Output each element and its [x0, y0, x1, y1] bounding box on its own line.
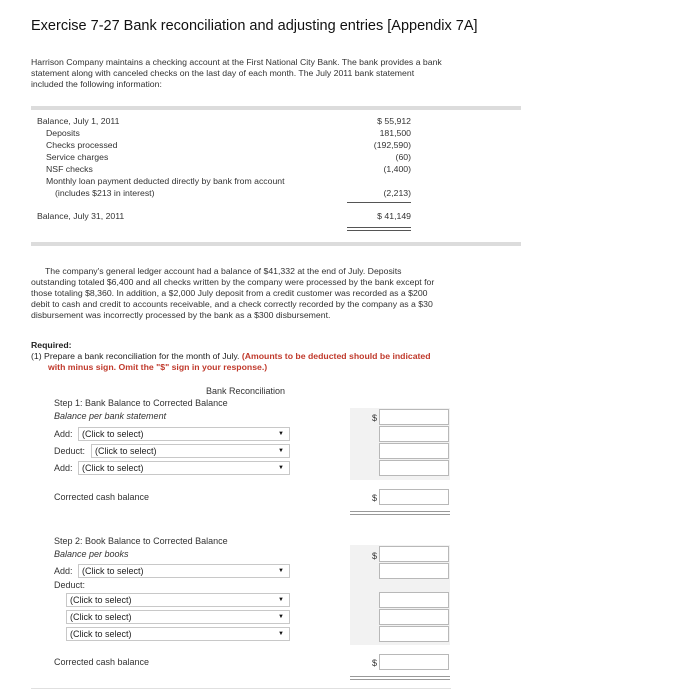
chevron-down-icon: ▼ — [278, 448, 284, 454]
dollar-sign: $ — [372, 493, 378, 503]
book-balance-input[interactable] — [379, 546, 449, 562]
chevron-down-icon: ▼ — [278, 631, 284, 637]
statement-label: NSF checks — [46, 164, 93, 174]
bank-add-amount-input[interactable] — [379, 426, 449, 442]
required-heading: Required: — [31, 340, 72, 350]
chevron-down-icon: ▼ — [278, 597, 284, 603]
bank-balance-input[interactable] — [379, 409, 449, 425]
book-deduct-select-3[interactable]: (Click to select) ▼ — [66, 627, 290, 641]
add-label: Add: — [54, 463, 73, 473]
statement-label: Service charges — [46, 152, 109, 162]
statement-label: Deposits — [46, 128, 80, 138]
bank-add-select-2[interactable]: (Click to select) ▼ — [78, 461, 290, 475]
book-deduct-select-2[interactable]: (Click to select) ▼ — [66, 610, 290, 624]
deduct-label: Deduct: — [54, 446, 86, 456]
statement-label: Monthly loan payment deducted directly by bank from account — [46, 176, 285, 186]
statement-value: (192,590) — [373, 140, 411, 150]
dollar-sign: $ — [372, 413, 378, 423]
total-rule — [350, 676, 450, 677]
bank-deduct-select[interactable]: (Click to select) ▼ — [91, 444, 290, 458]
total-rule — [350, 511, 450, 512]
chevron-down-icon: ▼ — [278, 568, 284, 574]
corrected-balance-label: Corrected cash balance — [54, 492, 150, 502]
book-add-amount-input[interactable] — [379, 563, 449, 579]
total-double-rule — [350, 514, 450, 515]
book-deduct-amount-input-1[interactable] — [379, 592, 449, 608]
statement-value: $ 55,912 — [377, 116, 411, 126]
statement-value: (2,213) — [383, 188, 411, 198]
intro-paragraph: Harrison Company maintains a checking account at the First National City Bank. The bank provides a bank statement along with canceled checks on the last day of each month. The July 2011 bank statement included the following information: — [31, 57, 442, 89]
bottom-divider — [31, 688, 451, 689]
bank-corrected-balance-input[interactable] — [379, 489, 449, 505]
chevron-down-icon: ▼ — [278, 431, 284, 437]
deduct-label: Deduct: — [54, 580, 86, 590]
bank-add-select[interactable]: (Click to select) ▼ — [78, 427, 290, 441]
book-deduct-select-1[interactable]: (Click to select) ▼ — [66, 593, 290, 607]
add-label: Add: — [54, 429, 73, 439]
statement-ending-label: Balance, July 31, 2011 — [37, 211, 125, 221]
total-double-rule — [350, 679, 450, 680]
required-line-2: with minus sign. Omit the "$" sign in your response.) — [48, 362, 268, 372]
corrected-balance-label: Corrected cash balance — [54, 657, 150, 667]
step1-label: Step 1: Bank Balance to Corrected Balance — [54, 398, 228, 408]
reconciliation-title: Bank Reconciliation — [206, 386, 286, 396]
bank-add-amount-input-2[interactable] — [379, 460, 449, 476]
bank-deduct-amount-input[interactable] — [379, 443, 449, 459]
bank-balance-label: Balance per bank statement — [54, 411, 167, 421]
book-deduct-amount-input-2[interactable] — [379, 609, 449, 625]
statement-label: Checks processed — [46, 140, 118, 150]
statement-value: 181,500 — [379, 128, 411, 138]
dollar-sign: $ — [372, 551, 378, 561]
required-line-1: (1) Prepare a bank reconciliation for the month of July. (Amounts to be deducted should be indicated — [31, 351, 431, 361]
chevron-down-icon: ▼ — [278, 614, 284, 620]
book-corrected-balance-input[interactable] — [379, 654, 449, 670]
book-deduct-amount-input-3[interactable] — [379, 626, 449, 642]
statement-value: (1,400) — [383, 164, 411, 174]
statement-ending-value: $ 41,149 — [377, 211, 411, 221]
statement-label: Balance, July 1, 2011 — [37, 116, 120, 126]
dollar-sign: $ — [372, 658, 378, 668]
case-paragraph: The company's general ledger account had a balance of $41,332 at the end of July. Deposits outstanding totaled $6,400 and all checks written by the company were processed by the bank except for those totaling $8,360. In addition, a $2,000 July deposit from a credit customer was recorded as a $200 debit to cash and credit to accounts receivable, and a check correctly recorded by the company as a $30 disbursement was incorrectly processed by the bank as a $300 disbursement. — [31, 266, 435, 320]
add-label: Add: — [54, 566, 73, 576]
step2-label: Step 2: Book Balance to Corrected Balance — [54, 536, 228, 546]
book-balance-label: Balance per books — [54, 549, 129, 559]
book-add-select[interactable]: (Click to select) ▼ — [78, 564, 290, 578]
statement-label: (includes $213 in interest) — [55, 188, 155, 198]
statement-value: (60) — [395, 152, 411, 162]
page-title: Exercise 7-27 Bank reconciliation and adjusting entries [Appendix 7A] — [31, 18, 478, 34]
chevron-down-icon: ▼ — [278, 465, 284, 471]
